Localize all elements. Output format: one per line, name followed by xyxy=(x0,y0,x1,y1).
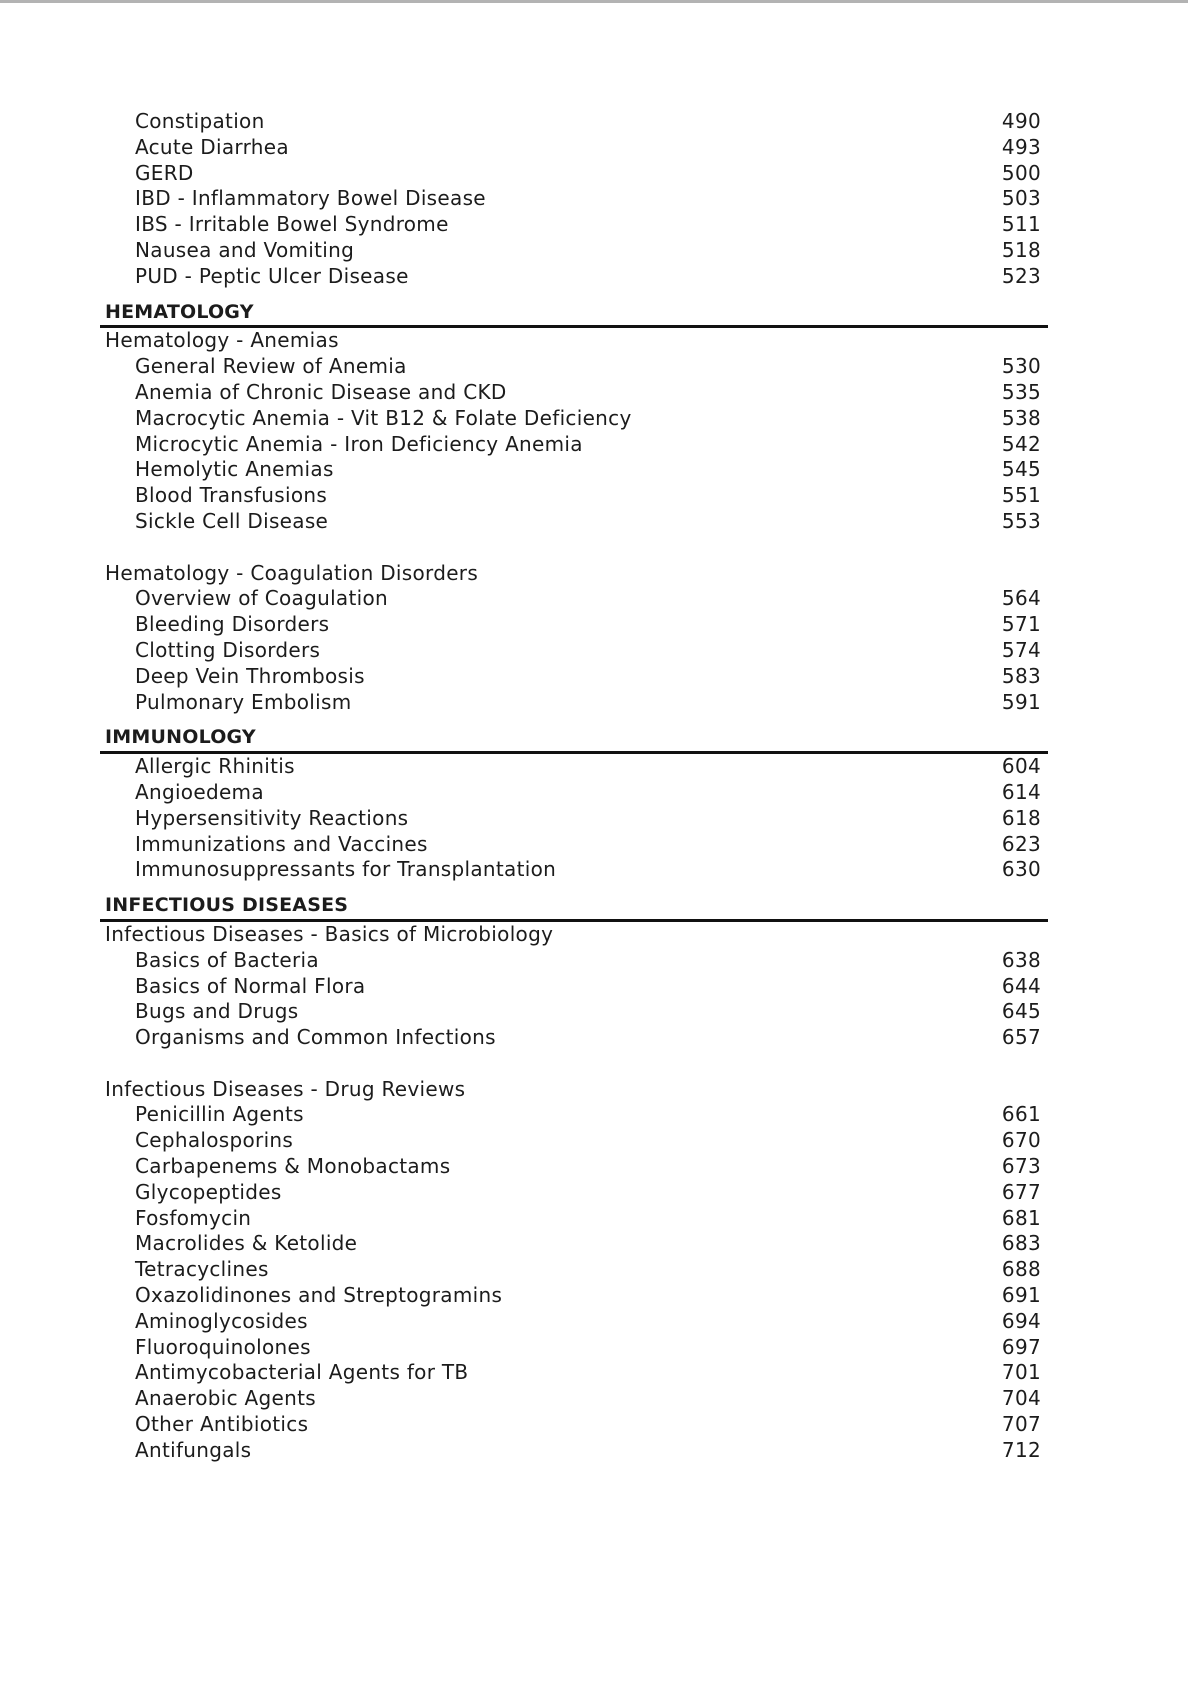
toc-entry-page-number: 661 xyxy=(1001,1102,1041,1127)
toc-entry xyxy=(100,1180,1048,1206)
toc-entry xyxy=(100,432,1048,458)
toc-entry-page-number: 694 xyxy=(1001,1308,1041,1333)
toc-entry xyxy=(100,483,1048,509)
gastro-entries xyxy=(100,109,1048,290)
toc-entry-title: Aminoglycosides xyxy=(135,1308,308,1333)
toc-entry-page-number: 712 xyxy=(1001,1437,1041,1462)
toc-entry-title: Fosfomycin xyxy=(135,1205,252,1230)
toc-entry xyxy=(100,586,1048,612)
toc-entry-title: Bugs and Drugs xyxy=(135,999,299,1024)
toc-entry-page-number: 591 xyxy=(1001,689,1041,714)
toc-entry xyxy=(100,1128,1048,1154)
toc-entry-title: Microcytic Anemia - Iron Deficiency Anemia xyxy=(135,431,583,456)
toc-entry-title: Organisms and Common Infections xyxy=(135,1025,496,1050)
toc-entry-page-number: 583 xyxy=(1001,663,1041,688)
toc-entry xyxy=(100,380,1048,406)
toc-entry-page-number: 707 xyxy=(1001,1412,1041,1437)
toc-entry-title: Basics of Normal Flora xyxy=(135,973,366,998)
table-of-contents xyxy=(100,109,1048,1464)
toc-entry-title: Oxazolidinones and Streptogramins xyxy=(135,1283,503,1308)
spacer xyxy=(100,1051,1048,1077)
coagulation-entries xyxy=(100,586,1048,715)
toc-entry-page-number: 503 xyxy=(1001,186,1041,211)
toc-entry xyxy=(100,664,1048,690)
toc-entry-title: IBS - Irritable Bowel Syndrome xyxy=(135,212,449,237)
toc-entry-page-number: 704 xyxy=(1001,1386,1041,1411)
microbiology-entries xyxy=(100,948,1048,1051)
toc-entry-page-number: 571 xyxy=(1001,612,1041,637)
toc-entry xyxy=(100,186,1048,212)
anemias-entries xyxy=(100,354,1048,535)
toc-entry xyxy=(100,1231,1048,1257)
toc-entry-page-number: 535 xyxy=(1001,379,1041,404)
toc-entry-title: Angioedema xyxy=(135,779,264,804)
toc-entry-title: Cephalosporins xyxy=(135,1128,294,1153)
toc-entry-title: PUD - Peptic Ulcer Disease xyxy=(135,263,409,288)
toc-entry xyxy=(100,806,1048,832)
subsection-title-microbiology: Infectious Diseases - Basics of Microbiology xyxy=(105,921,554,946)
toc-entry-title: Basics of Bacteria xyxy=(135,947,319,972)
toc-entry-page-number: 493 xyxy=(1001,134,1041,159)
toc-entry-page-number: 701 xyxy=(1001,1360,1041,1385)
toc-entry-title: GERD xyxy=(135,160,194,185)
toc-entry-title: Hemolytic Anemias xyxy=(135,457,334,482)
toc-entry-page-number: 490 xyxy=(1001,109,1041,133)
toc-entry-title: Pulmonary Embolism xyxy=(135,689,352,714)
toc-entry-title: Nausea and Vomiting xyxy=(135,237,355,262)
toc-entry-title: Macrolides & Ketolide xyxy=(135,1231,358,1256)
toc-entry-page-number: 670 xyxy=(1001,1128,1041,1153)
toc-entry xyxy=(100,754,1048,780)
toc-entry-page-number: 657 xyxy=(1001,1025,1041,1050)
toc-entry-page-number: 691 xyxy=(1001,1283,1041,1308)
toc-entry xyxy=(100,457,1048,483)
toc-entry xyxy=(100,780,1048,806)
toc-entry xyxy=(100,509,1048,535)
toc-entry-page-number: 518 xyxy=(1001,237,1041,262)
toc-entry-page-number: 538 xyxy=(1001,405,1041,430)
drug-reviews-entries xyxy=(100,1102,1048,1463)
toc-entry xyxy=(100,1102,1048,1128)
toc-entry-title: Overview of Coagulation xyxy=(135,586,389,611)
toc-entry-title: Antimycobacterial Agents for TB xyxy=(135,1360,469,1385)
toc-entry-page-number: 677 xyxy=(1001,1179,1041,1204)
toc-entry-title: Anaerobic Agents xyxy=(135,1386,316,1411)
immunology-entries xyxy=(100,754,1048,883)
toc-entry xyxy=(100,1412,1048,1438)
toc-entry-title: Blood Transfusions xyxy=(135,483,328,508)
toc-entry xyxy=(100,135,1048,161)
toc-entry xyxy=(100,406,1048,432)
toc-entry-page-number: 673 xyxy=(1001,1154,1041,1179)
toc-entry-title: Deep Vein Thrombosis xyxy=(135,663,365,688)
toc-entry xyxy=(100,690,1048,716)
toc-entry xyxy=(100,948,1048,974)
toc-entry-title: Penicillin Agents xyxy=(135,1102,304,1127)
toc-entry-title: Antifungals xyxy=(135,1437,252,1462)
toc-entry xyxy=(100,238,1048,264)
toc-entry xyxy=(100,1335,1048,1361)
toc-entry-page-number: 681 xyxy=(1001,1205,1041,1230)
section-heading-infectious-diseases: INFECTIOUS DISEASES xyxy=(100,893,1048,922)
toc-entry-page-number: 683 xyxy=(1001,1231,1041,1256)
toc-entry xyxy=(100,1386,1048,1412)
spacer xyxy=(100,535,1048,561)
toc-entry-title: Clotting Disorders xyxy=(135,637,321,662)
toc-entry xyxy=(100,1360,1048,1386)
subsection-title-drug-reviews: Infectious Diseases - Drug Reviews xyxy=(105,1076,466,1101)
toc-entry-title: Fluoroquinolones xyxy=(135,1334,311,1359)
toc-entry xyxy=(100,264,1048,290)
toc-entry xyxy=(100,1154,1048,1180)
toc-entry-page-number: 530 xyxy=(1001,354,1041,379)
toc-entry-page-number: 623 xyxy=(1001,831,1041,856)
toc-entry xyxy=(100,1438,1048,1464)
toc-entry xyxy=(100,1257,1048,1283)
toc-entry-title: Allergic Rhinitis xyxy=(135,754,295,779)
toc-entry-page-number: 697 xyxy=(1001,1334,1041,1359)
subsection-title-anemias: Hematology - Anemias xyxy=(105,328,339,353)
toc-entry xyxy=(100,1025,1048,1051)
toc-entry xyxy=(100,1309,1048,1335)
toc-entry-title: Acute Diarrhea xyxy=(135,134,289,159)
toc-entry-page-number: 630 xyxy=(1001,857,1041,882)
toc-entry xyxy=(100,1206,1048,1232)
toc-entry-title: Carbapenems & Monobactams xyxy=(135,1154,451,1179)
toc-entry-page-number: 644 xyxy=(1001,973,1041,998)
page-top-border xyxy=(0,0,1188,3)
toc-entry xyxy=(100,832,1048,858)
subsection-title-coagulation: Hematology - Coagulation Disorders xyxy=(105,560,479,585)
toc-entry-title: Immunizations and Vaccines xyxy=(135,831,428,856)
toc-entry xyxy=(100,1283,1048,1309)
toc-entry-title: Tetracyclines xyxy=(135,1257,269,1282)
toc-entry-page-number: 564 xyxy=(1001,586,1041,611)
toc-entry-title: Constipation xyxy=(135,109,265,133)
toc-entry xyxy=(100,109,1048,135)
toc-entry xyxy=(100,638,1048,664)
toc-entry-page-number: 500 xyxy=(1001,160,1041,185)
toc-entry-title: Hypersensitivity Reactions xyxy=(135,805,409,830)
toc-entry xyxy=(100,354,1048,380)
toc-entry-page-number: 638 xyxy=(1001,947,1041,972)
toc-entry-title: Macrocytic Anemia - Vit B12 & Folate Deficiency xyxy=(135,405,632,430)
toc-entry-page-number: 551 xyxy=(1001,483,1041,508)
toc-entry-page-number: 645 xyxy=(1001,999,1041,1024)
section-heading-immunology: IMMUNOLOGY xyxy=(100,725,1048,754)
toc-entry-page-number: 604 xyxy=(1001,754,1041,779)
toc-entry xyxy=(100,161,1048,187)
section-heading-hematology: HEMATOLOGY xyxy=(100,300,1048,329)
toc-entry xyxy=(100,974,1048,1000)
toc-entry-page-number: 574 xyxy=(1001,637,1041,662)
toc-entry xyxy=(100,857,1048,883)
toc-entry xyxy=(100,212,1048,238)
toc-entry-title: Bleeding Disorders xyxy=(135,612,330,637)
toc-entry-page-number: 553 xyxy=(1001,508,1041,533)
toc-entry-title: Glycopeptides xyxy=(135,1179,282,1204)
toc-entry-title: IBD - Inflammatory Bowel Disease xyxy=(135,186,486,211)
toc-entry-title: Immunosuppressants for Transplantation xyxy=(135,857,557,882)
toc-entry-page-number: 523 xyxy=(1001,263,1041,288)
toc-entry-page-number: 614 xyxy=(1001,779,1041,804)
toc-entry-page-number: 618 xyxy=(1001,805,1041,830)
toc-entry-page-number: 511 xyxy=(1001,212,1041,237)
toc-entry-page-number: 545 xyxy=(1001,457,1041,482)
toc-entry-page-number: 688 xyxy=(1001,1257,1041,1282)
toc-entry-title: Anemia of Chronic Disease and CKD xyxy=(135,379,507,404)
toc-entry-title: General Review of Anemia xyxy=(135,354,407,379)
toc-entry xyxy=(100,999,1048,1025)
toc-entry xyxy=(100,612,1048,638)
toc-entry-page-number: 542 xyxy=(1001,431,1041,456)
toc-entry-title: Sickle Cell Disease xyxy=(135,508,329,533)
toc-entry-title: Other Antibiotics xyxy=(135,1412,309,1437)
